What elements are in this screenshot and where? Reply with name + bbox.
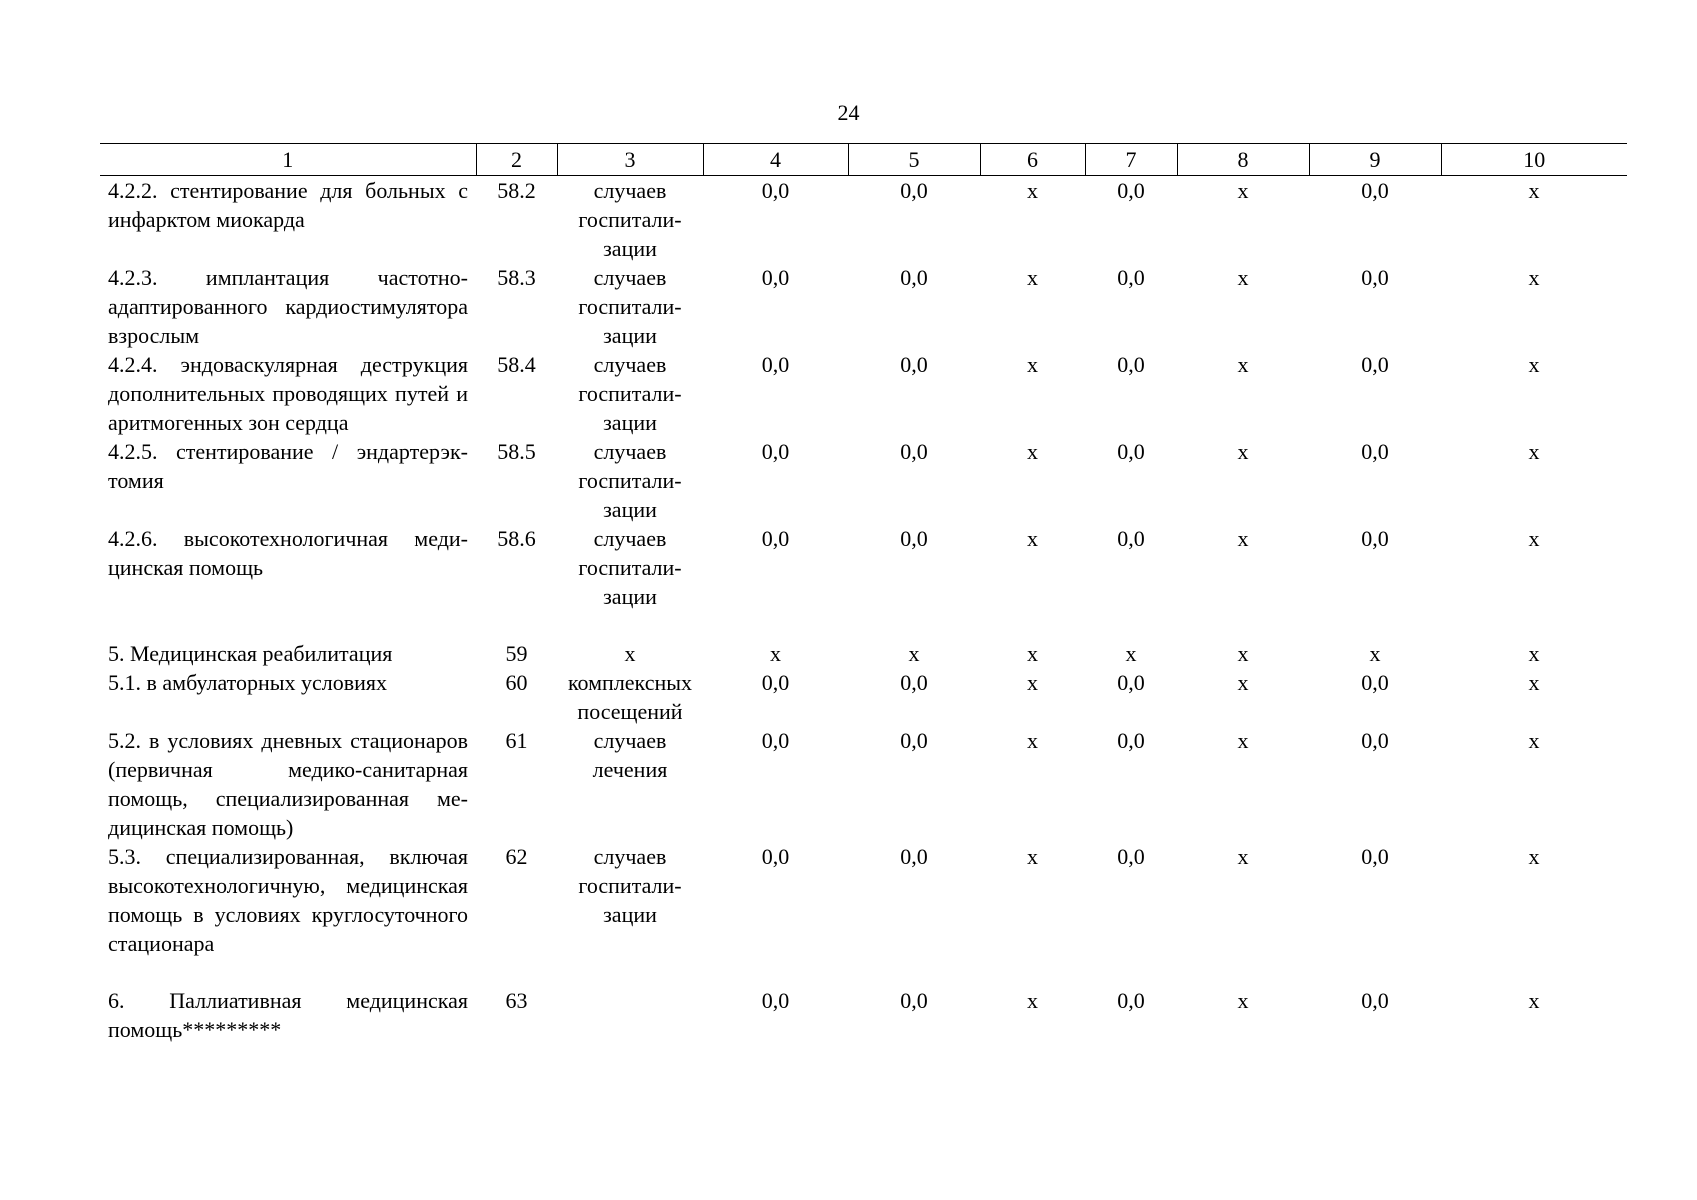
row-col-6: х xyxy=(1027,670,1038,695)
row-name: 5.1. в амбулаторных условиях xyxy=(108,670,388,695)
row-col-5: 0,0 xyxy=(900,178,928,203)
row-col-5: 0,0 xyxy=(900,352,928,377)
table-row xyxy=(100,176,1627,264)
row-code: 63 xyxy=(505,988,528,1013)
row-col-9: 0,0 xyxy=(1361,178,1389,203)
row-col-4: 0,0 xyxy=(761,728,790,753)
row-col-4: 0,0 xyxy=(761,352,790,377)
row-col-8: х xyxy=(1237,670,1249,695)
row-col-5: 0,0 xyxy=(900,526,928,551)
row-col-10: х xyxy=(1528,670,1540,695)
row-col-10: х xyxy=(1528,844,1540,869)
table-row xyxy=(100,726,1627,842)
row-col-9: 0,0 xyxy=(1361,670,1389,695)
table-row xyxy=(100,986,1627,1044)
header-col-2: 2 xyxy=(476,144,557,176)
row-col-9: 0,0 xyxy=(1361,526,1389,551)
row-col-10: х xyxy=(1528,641,1540,666)
row-col-4: 0,0 xyxy=(761,670,790,695)
row-col-8: х xyxy=(1237,728,1249,753)
row-col-9: 0,0 xyxy=(1361,728,1389,753)
row-col-5: 0,0 xyxy=(900,988,928,1013)
row-col-10: х xyxy=(1528,439,1540,464)
row-code: 58.2 xyxy=(497,178,536,203)
row-unit xyxy=(557,986,703,1044)
row-col-5: 0,0 xyxy=(900,439,928,464)
table-row xyxy=(100,668,1627,726)
row-col-6: х xyxy=(1027,265,1038,290)
row-col-6: х xyxy=(1027,526,1038,551)
row-unit: случаев госпитализации xyxy=(578,352,682,435)
row-name: 4.2.2. стентирование для больных с инфарктом миокарда xyxy=(108,178,468,232)
table-row xyxy=(100,437,1627,524)
row-col-8: х xyxy=(1237,439,1249,464)
row-col-4: 0,0 xyxy=(761,988,790,1013)
page-number: 24 xyxy=(837,100,860,125)
row-unit: х xyxy=(624,641,636,666)
table-row xyxy=(100,842,1627,986)
row-unit: случаев лечения xyxy=(592,728,668,782)
row-col-7: 0,0 xyxy=(1117,728,1145,753)
row-col-9: 0,0 xyxy=(1361,439,1389,464)
table-row xyxy=(100,263,1627,350)
header-col-3: 3 xyxy=(557,144,703,176)
row-col-7: 0,0 xyxy=(1117,178,1145,203)
row-col-7: 0,0 xyxy=(1117,265,1145,290)
row-col-5: х xyxy=(908,641,920,666)
row-col-4: 0,0 xyxy=(761,439,790,464)
row-col-10: х xyxy=(1528,352,1540,377)
table-row xyxy=(100,639,1627,668)
row-col-4: 0,0 xyxy=(761,265,790,290)
header-col-8: 8 xyxy=(1177,144,1309,176)
row-name: 6. Паллиативная медицинская помощь********* xyxy=(108,988,468,1042)
row-col-5: 0,0 xyxy=(900,844,928,869)
row-name: 5. Медицинская реабилитация xyxy=(108,641,393,666)
row-col-7: 0,0 xyxy=(1117,988,1145,1013)
row-col-10: х xyxy=(1528,178,1540,203)
row-code: 58.6 xyxy=(497,526,536,551)
row-col-8: х xyxy=(1237,265,1249,290)
row-code: 59 xyxy=(505,641,528,666)
row-col-6: х xyxy=(1027,178,1038,203)
row-unit: случаев госпитализации xyxy=(578,439,682,522)
row-col-6: х xyxy=(1027,988,1038,1013)
row-col-9: 0,0 xyxy=(1361,844,1389,869)
row-code: 62 xyxy=(505,844,528,869)
row-col-8: х xyxy=(1237,641,1249,666)
row-col-9: 0,0 xyxy=(1361,265,1389,290)
row-col-7: 0,0 xyxy=(1117,670,1145,695)
row-col-7: х xyxy=(1125,641,1137,666)
row-unit: случаев госпитализации xyxy=(578,526,682,609)
row-col-9: 0,0 xyxy=(1361,988,1389,1013)
row-col-10: х xyxy=(1528,526,1540,551)
row-col-5: 0,0 xyxy=(900,265,928,290)
row-col-8: х xyxy=(1237,526,1249,551)
row-col-8: х xyxy=(1237,178,1249,203)
row-name: 4.2.4. эндоваскулярная деструкция дополнительных проводящих путей и аритмогенных зон сердца xyxy=(108,352,468,435)
table-row xyxy=(100,350,1627,437)
row-name: 5.2. в условиях дневных стационаров (первичная медико-санитарная помощь, специализированная медицинская помощь) xyxy=(108,728,468,840)
row-col-4: х xyxy=(770,641,781,666)
row-col-7: 0,0 xyxy=(1117,439,1145,464)
row-col-4: 0,0 xyxy=(761,526,790,551)
row-col-9: х xyxy=(1369,641,1381,666)
row-code: 58.4 xyxy=(497,352,536,377)
row-col-6: х xyxy=(1027,641,1038,666)
row-unit: случаев госпитализации xyxy=(578,178,682,261)
row-col-10: х xyxy=(1528,728,1540,753)
row-code: 58.3 xyxy=(497,265,536,290)
header-col-1: 1 xyxy=(100,144,476,176)
row-col-10: х xyxy=(1528,265,1540,290)
row-col-8: х xyxy=(1237,844,1249,869)
row-col-6: х xyxy=(1027,728,1038,753)
row-name: 4.2.3. имплантация частотно-адаптированного кардиостимулятора взрослым xyxy=(108,265,468,348)
header-col-4: 4 xyxy=(703,144,848,176)
row-code: 61 xyxy=(505,728,528,753)
header-col-9: 9 xyxy=(1309,144,1441,176)
data-table xyxy=(100,143,1627,1044)
row-col-7: 0,0 xyxy=(1117,526,1145,551)
row-col-9: 0,0 xyxy=(1361,352,1389,377)
row-col-8: х xyxy=(1237,352,1249,377)
header-col-5: 5 xyxy=(848,144,980,176)
row-code: 58.5 xyxy=(497,439,536,464)
header-col-7: 7 xyxy=(1085,144,1177,176)
row-col-7: 0,0 xyxy=(1117,352,1145,377)
row-unit: случаев госпитализации xyxy=(578,265,682,348)
row-col-5: 0,0 xyxy=(900,670,928,695)
row-unit: случаев госпитализации xyxy=(578,844,682,927)
header-row xyxy=(100,144,1627,176)
row-name: 4.2.6. высокотехнологичная медицинская помощь xyxy=(108,526,468,580)
row-col-8: х xyxy=(1237,988,1249,1013)
row-col-10: х xyxy=(1528,988,1540,1013)
row-unit: комплексных посещений xyxy=(567,670,693,724)
table-row xyxy=(100,524,1627,639)
row-name: 5.3. специализированная, включая высокотехнологичную, медицинская помощь в условиях круглосуточного стационара xyxy=(108,844,468,956)
row-col-6: х xyxy=(1027,844,1038,869)
header-col-6: 6 xyxy=(980,144,1085,176)
row-col-5: 0,0 xyxy=(900,728,928,753)
row-col-6: х xyxy=(1027,352,1038,377)
row-col-6: х xyxy=(1027,439,1038,464)
row-col-4: 0,0 xyxy=(761,178,790,203)
row-name: 4.2.5. стентирование / эндартерэктомия xyxy=(108,439,468,493)
row-col-7: 0,0 xyxy=(1117,844,1145,869)
header-col-10: 10 xyxy=(1441,144,1627,176)
row-col-4: 0,0 xyxy=(761,844,790,869)
row-code: 60 xyxy=(505,670,528,695)
